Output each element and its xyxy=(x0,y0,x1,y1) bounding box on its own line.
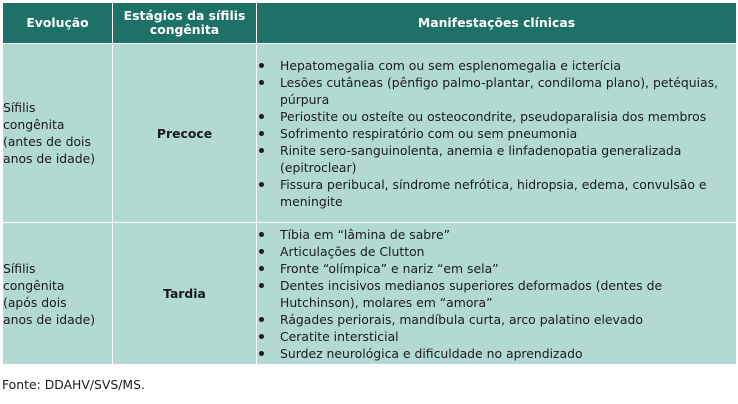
evolucao-line: Sífilis xyxy=(3,260,36,276)
header-estagios-line1: Estágios da sífilis xyxy=(123,8,246,23)
syphilis-table xyxy=(2,2,737,365)
list-item: Fissura peribucal, síndrome nefrótica, hidropsia, edema, convulsão e meningite xyxy=(257,176,736,210)
list-item: Dentes incisivos medianos superiores deformados (dentes de Hutchinson), molares em “amora” xyxy=(257,277,736,311)
stage-cell: Tardia xyxy=(113,223,257,365)
list-item: Rágades periorais, mandíbula curta, arco palatino elevado xyxy=(257,311,736,328)
evolucao-line: (após dois xyxy=(3,294,67,310)
list-item: Articulações de Clutton xyxy=(257,243,736,260)
list-item: Sofrimento respiratório com ou sem pneumonia xyxy=(257,125,736,142)
list-item: Rinite sero-sanguinolenta, anemia e linfadenopatia generalizada (epitroclear) xyxy=(257,142,736,176)
evolucao-line: congênita xyxy=(3,277,65,293)
stage-cell: Precoce xyxy=(113,44,257,223)
manifestations-cell xyxy=(257,223,737,365)
header-estagios-line2: congênita xyxy=(149,22,220,37)
manifestations-list xyxy=(257,226,736,362)
source-note: Fonte: DDAHV/SVS/MS. xyxy=(2,377,145,392)
list-item: Lesões cutâneas (pênfigo palmo-plantar, condiloma plano), petéquias, púrpura xyxy=(257,74,736,108)
manifestations-list xyxy=(257,57,736,210)
table-row-precoce xyxy=(3,44,737,223)
manifestations-cell xyxy=(257,44,737,223)
list-item: Hepatomegalia com ou sem esplenomegalia e icterícia xyxy=(257,57,736,74)
list-item: Fronte “olímpica” e nariz “em sela” xyxy=(257,260,736,277)
header-evolucao: Evolução xyxy=(3,3,113,44)
header-row xyxy=(3,3,737,44)
list-item: Ceratite intersticial xyxy=(257,328,736,345)
header-manifestacoes: Manifestações clínicas xyxy=(257,3,737,44)
evolucao-line: anos de idade) xyxy=(3,311,96,327)
header-estagios xyxy=(113,3,257,44)
list-item: Surdez neurológica e dificuldade no aprendizado xyxy=(257,345,736,362)
evolucao-line: anos de idade) xyxy=(3,151,96,166)
table-row-tardia xyxy=(3,223,737,365)
evolucao-cell xyxy=(3,44,113,223)
list-item: Tíbia em “lâmina de sabre” xyxy=(257,226,736,243)
evolucao-cell xyxy=(3,223,113,365)
evolucao-line: (antes de dois xyxy=(3,134,91,149)
list-item: Periostite ou osteíte ou osteocondrite, pseudoparalisia dos membros xyxy=(257,108,736,125)
evolucao-line: congênita xyxy=(3,117,65,132)
evolucao-line: Sífilis xyxy=(3,100,36,115)
